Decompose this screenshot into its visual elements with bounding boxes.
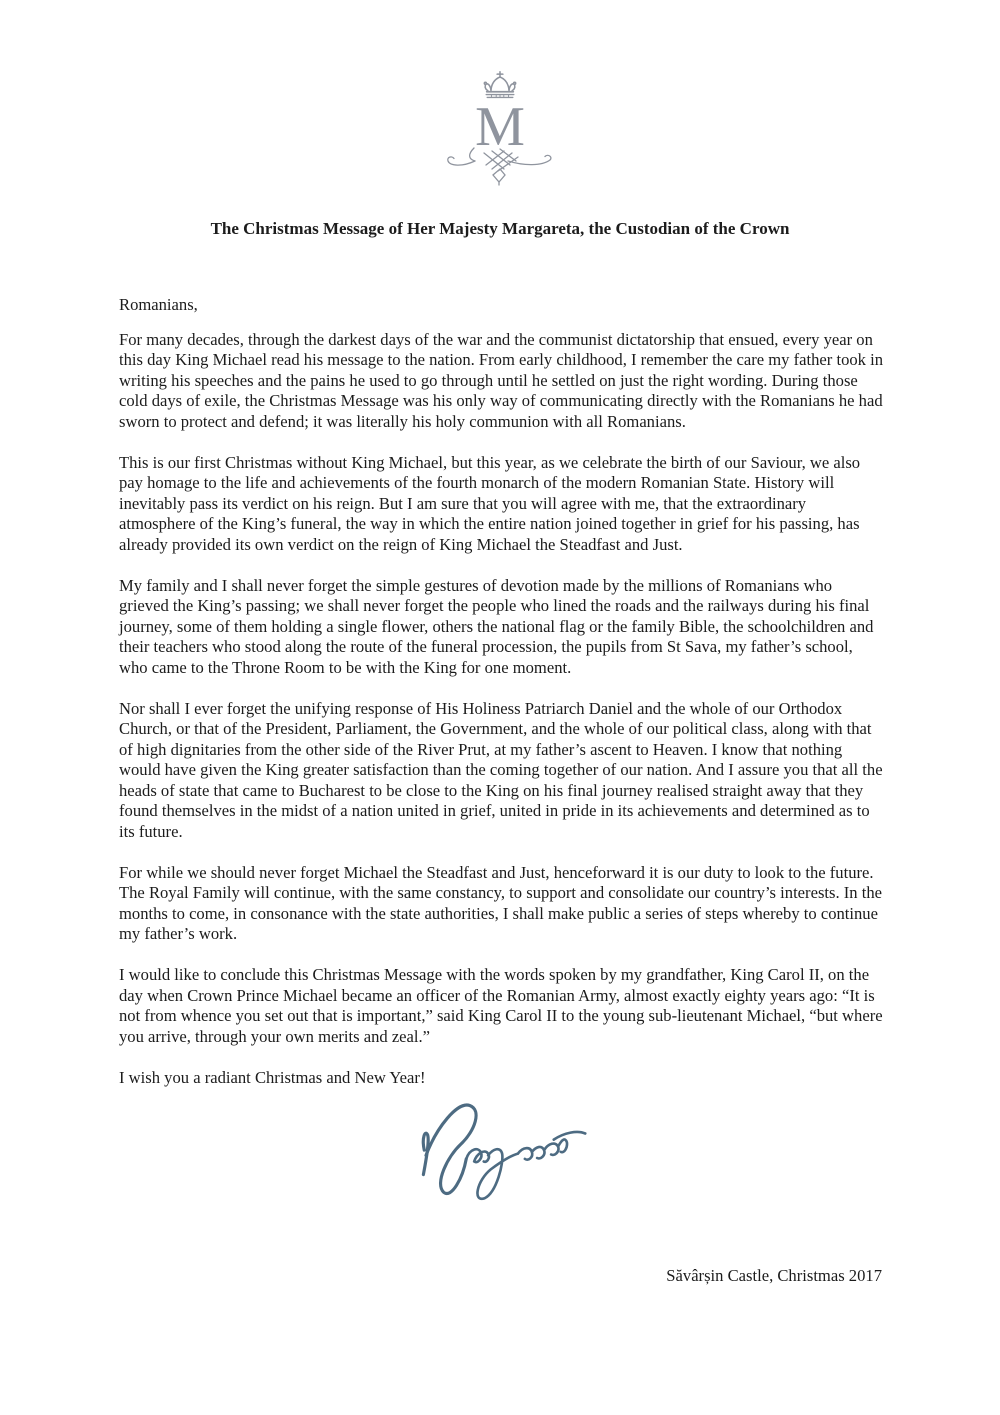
paragraph: This is our first Christmas without King Michael, but this year, as we celebrate the birth of our Saviour, we also pay homage to the life and achievements of the fourth monarch of the modern Romanian State. History will inevitably pass its verdict on his reign. But I am sure that you will agree with me, that the extraordinary atmosphere of the King’s funeral, the way in which the entire nation joined together in grief for his passing, has already provided its own verdict on the reign of King Michael the Steadfast and Just.: [119, 452, 861, 554]
paragraph: For many decades, through the darkest days of the war and the communist dictatorship that ensued, every year on this day King Michael read his message to the nation. From early childhood, I remember the care my father took in writing his speeches and the pains he used to go through until he settled on just the right wording. During those cold days of exile, the Christmas Message was his only way of communicating directly with the Romanians he had sworn to protect and defend; it was literally his holy communion with all Romanians.: [119, 329, 884, 431]
signature-margareta-icon: [398, 1092, 608, 1210]
paragraph: My family and I shall never forget the simple gestures of devotion made by the millions of Romanians who grieved the King’s passing; we shall never forget the people who lined the roads and the railways during his final journey, some of them holding a single flower, others the national flag or the family Bible, the schoolchildren and their teachers who stood along the route of the funeral procession, the pupils from St Sava, my father’s school, who came to the Throne Room to be with the King for one moment.: [119, 575, 874, 677]
paragraph: For while we should never forget Michael the Steadfast and Just, henceforward it is our duty to look to the future. The Royal Family will continue, with the same constancy, to support and consolidate our country’s interests. In the months to come, in consonance with the state authorities, I shall make public a series of steps whereby to continue my father’s work.: [119, 862, 883, 943]
closing-line: I wish you a radiant Christmas and New Year!: [119, 1067, 426, 1087]
dateline: Săvârșin Castle, Christmas 2017: [666, 1266, 882, 1285]
signature-block: [398, 1092, 608, 1210]
letter-body: [119, 295, 883, 1088]
monogram-letter: M: [475, 96, 525, 158]
flourish-icon: [444, 146, 556, 186]
letter-title: The Christmas Message of Her Majesty Margareta, the Custodian of the Crown: [210, 219, 790, 238]
royal-monogram: [0, 70, 1000, 186]
paragraphs: [119, 330, 883, 1048]
salutation: Romanians,: [119, 295, 198, 314]
paragraph: Nor shall I ever forget the unifying response of His Holiness Patriarch Daniel and the whole of our Orthodox Church, or that of the President, Parliament, the Government, and the whole of our political class, along with that of high dignitaries from the other side of the River Prut, at my father’s ascent to Heaven. I know that nothing would have given the King greater satisfaction than the coming together of our nation. And I assure you that all the heads of state that came to Bucharest to be close to the King on his final journey realised straight away that they found themselves in the midst of a nation united in grief, united in pride in its achievements and determined as to its future.: [119, 698, 883, 841]
paragraph: I would like to conclude this Christmas Message with the words spoken by my grandfather, King Carol II, on the day when Crown Prince Michael became an officer of the Romanian Army, almost exactly eighty years ago: “It is not from whence you set out that is important,” said King Carol II to the young sub-lieutenant Michael, “but where you arrive, through your own merits and zeal.”: [119, 965, 883, 1046]
